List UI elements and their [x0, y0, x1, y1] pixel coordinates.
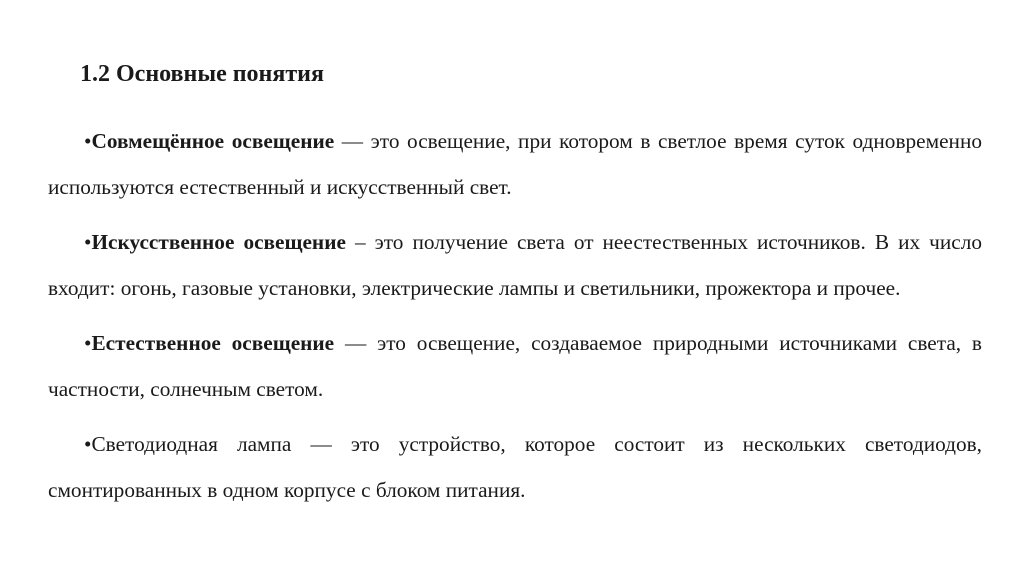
- definition-text: Светодиодная лампа — это устройство, которое состоит из нескольких светодиодов, смонтированных в одном корпусе с блоком питания.: [48, 432, 982, 502]
- definition-term: Искусственное освещение: [91, 230, 346, 254]
- bullet-marker: •: [84, 331, 92, 355]
- definition-item: [48, 421, 982, 513]
- bullet-marker: •: [84, 129, 92, 153]
- bullet-marker: •: [84, 432, 92, 456]
- definition-item: [48, 118, 982, 210]
- definition-text: – это получение света от неестественных источников. В их число входит: огонь, газовые установки, электрические лампы и светильники, прожектора и прочее.: [48, 230, 982, 300]
- definition-term: Совмещённое освещение: [91, 129, 335, 153]
- definition-text: — это освещение, создаваемое природными источниками света, в частности, солнечным светом.: [48, 331, 982, 401]
- definition-term: Естественное освещение: [91, 331, 335, 355]
- bullet-marker: •: [84, 230, 92, 254]
- slide-title: 1.2 Основные понятия: [80, 61, 324, 87]
- definition-item: [48, 219, 982, 311]
- definition-item: [48, 320, 982, 412]
- definitions-list: [48, 118, 982, 522]
- definition-text: — это освещение, при котором в светлое время суток одновременно используются естественный и искусственный свет.: [48, 129, 982, 199]
